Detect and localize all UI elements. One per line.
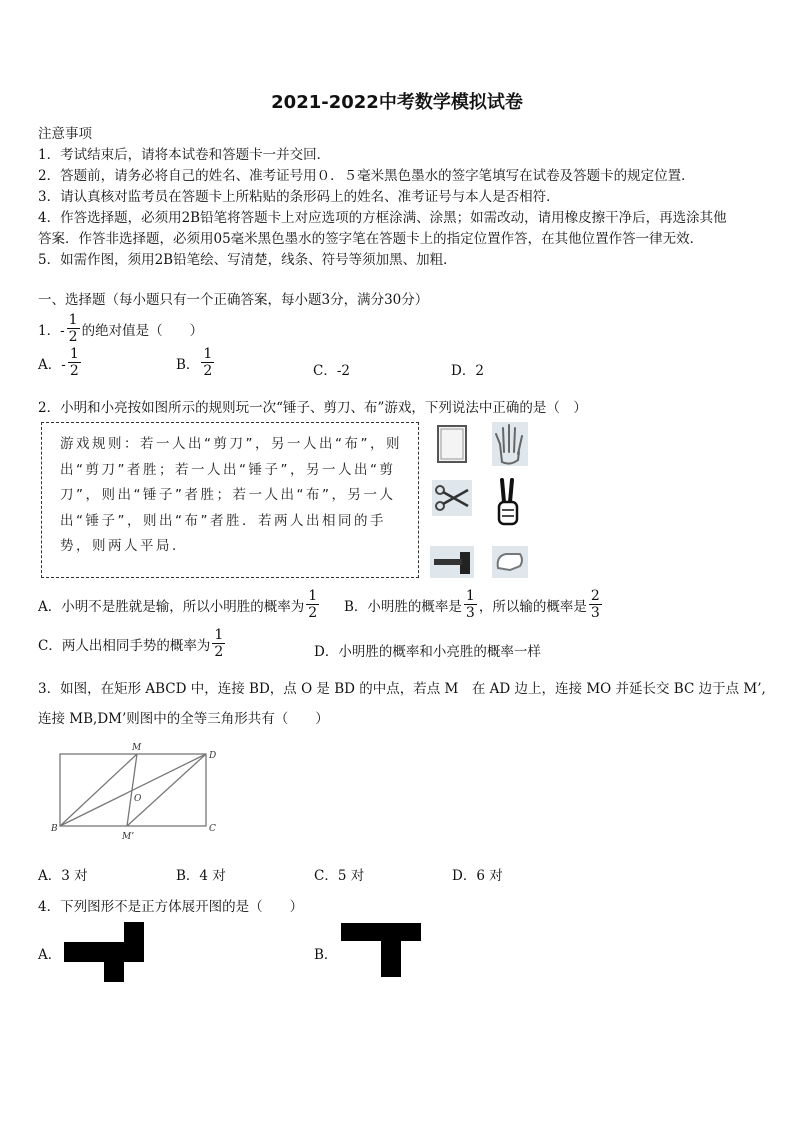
q4-option-a: A． — [38, 947, 62, 963]
question-2-stem: 2．小明和小亮按如图所示的规则玩一次“锤子、剪刀、布”游戏，下列说法中正确的是（ ） — [38, 400, 587, 416]
option-fraction — [68, 347, 81, 378]
label-B: B — [51, 824, 58, 834]
option-fraction — [212, 628, 225, 659]
option-label: B． — [176, 356, 200, 373]
question-4-stem: 4．下列图形不是正方体展开图的是（ ） — [38, 899, 304, 915]
label-M: M — [132, 743, 142, 753]
rectangle-figure — [40, 738, 230, 848]
q3-option-d: D．6 对 — [452, 868, 503, 884]
page-title: 2021-2022中考数学模拟试卷 — [271, 92, 523, 113]
q2-option-b — [344, 589, 604, 620]
q3-option-b: B．4 对 — [176, 868, 226, 884]
option-fraction — [589, 589, 602, 620]
frac-num: 1 — [203, 346, 213, 362]
label-D: D — [209, 751, 217, 761]
option-text: A．小明不是胜就是输，所以小明胜的概率为 — [38, 598, 305, 615]
game-rule-text: 游戏规则：若一人出“剪刀”，另一人出“布”，则出“剪刀”者胜；若一人出“锤子”，另一人出“剪刀”，则出“锤子”者胜；若一人出“布”，另一人出“锤子”，则出“布”者胜．若两人出相同的手势，则两人平局． — [60, 436, 402, 554]
option-fraction — [306, 589, 319, 620]
option-text: ，所以输的概率是 — [478, 598, 587, 615]
q1-fraction — [67, 313, 80, 344]
notice-item: 4．作答选择题，必须用2B铅笔将答题卡上对应选项的方框涂满、涂黑；如需改动，请用橡皮擦干净后，再选涂其他 — [38, 210, 727, 226]
notice-item: 答案．作答非选择题，必须用05毫米黑色墨水的签字笔在答题卡上的指定位置作答，在其他位置作答一律无效． — [38, 231, 704, 247]
frac-den: 3 — [590, 605, 600, 621]
option-label: A．- — [38, 356, 66, 373]
q1-suffix: 的绝对值是（ ） — [81, 322, 204, 339]
frac-num: 1 — [465, 588, 475, 604]
question-3-stem: 3．如图，在矩形 ABCD 中，连接 BD，点 O 是 BD 的中点，若点 M 在 AD 边上，连接 MO 并延长交 BC 边于点 M’, — [38, 681, 766, 697]
cube-net-b — [340, 922, 424, 978]
q3-option-c: C．5 对 — [314, 868, 365, 884]
q3-option-a: A．3 对 — [38, 868, 88, 884]
frac-num: 1 — [214, 627, 224, 643]
q4-option-b: B． — [314, 947, 338, 963]
option-fraction — [464, 589, 477, 620]
frac-den: 3 — [465, 605, 475, 621]
q1-prefix: 1．- — [38, 322, 65, 339]
open-hand-icon — [492, 422, 528, 470]
notice-item: 3．请认真核对监考员在答题卡上所粘贴的条形码上的姓名、准考证号与本人是否相符． — [38, 189, 560, 205]
frac-num: 1 — [68, 312, 78, 328]
victory-hand-icon — [494, 478, 522, 532]
frac-den: 2 — [308, 605, 318, 621]
frac-den: 2 — [69, 363, 79, 379]
cube-net-a — [62, 920, 152, 984]
frac-num: 1 — [69, 346, 79, 362]
q1-option-b — [176, 347, 216, 378]
option-fraction — [201, 347, 214, 378]
label-C: C — [209, 824, 216, 834]
label-O: O — [134, 794, 142, 804]
frac-num: 2 — [590, 588, 600, 604]
q1-option-a — [38, 347, 83, 378]
paper-icon — [436, 424, 468, 468]
question-3-stem-2: 连接 MB,DM’则图中的全等三角形共有（ ） — [38, 711, 329, 727]
scissors-icon — [432, 480, 472, 520]
section-heading: 一、选择题（每小题只有一个正确答案，每小题3分，满分30分） — [38, 292, 429, 308]
frac-den: 2 — [203, 363, 213, 379]
q2-option-d: D．小明胜的概率和小亮胜的概率一样 — [314, 644, 541, 660]
frac-den: 2 — [68, 329, 78, 345]
q1-option-c: C．-2 — [313, 363, 350, 379]
q2-option-c — [38, 628, 227, 659]
q2-option-a — [38, 589, 321, 620]
notice-item: 1．考试结束后，请将本试卷和答题卡一并交回． — [38, 147, 331, 163]
q1-option-d: D．2 — [451, 363, 484, 379]
notice-item: 2．答题前，请务必将自己的姓名、准考证号用０．５毫米黑色墨水的签字笔填写在试卷及答题卡的规定位置． — [38, 168, 695, 184]
question-1-stem — [38, 313, 203, 344]
label-M-prime: M’ — [122, 832, 135, 842]
hammer-icon — [430, 546, 474, 582]
option-text: B．小明胜的概率是 — [344, 598, 462, 615]
notice-heading: 注意事项 — [38, 126, 92, 142]
frac-num: 1 — [308, 588, 318, 604]
notice-item: 5．如需作图，须用2B铅笔绘、写清楚，线条、符号等须加黑、加粗． — [38, 252, 457, 268]
option-text: C．两人出相同手势的概率为 — [38, 637, 211, 654]
fist-icon — [492, 546, 528, 582]
frac-den: 2 — [214, 644, 224, 660]
